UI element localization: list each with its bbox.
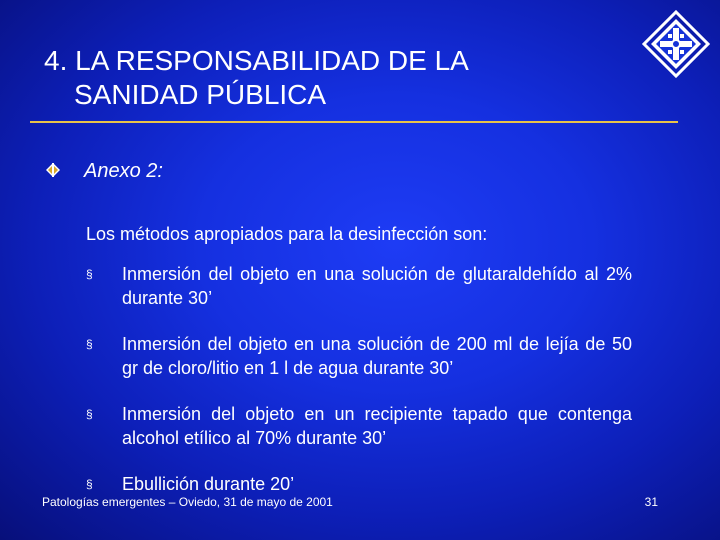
list-item-text: Ebullición durante 20’: [122, 474, 295, 494]
square-bullet-icon: §: [86, 267, 93, 281]
square-bullet-icon: §: [86, 407, 93, 421]
list-item-text: Inmersión del objeto en un recipiente tapado que contenga alcohol etílico al 70% durante 30’: [122, 404, 632, 448]
title-divider: [30, 121, 678, 123]
intro-text: Los métodos apropiados para la desinfección son:: [86, 224, 488, 244]
square-bullet-icon: §: [86, 337, 93, 351]
footer-text: Patologías emergentes – Oviedo, 31 de mayo de 2001: [42, 495, 333, 509]
list-item: [86, 262, 632, 310]
diamond-bullet-icon: [46, 163, 60, 177]
methods-list: [86, 262, 632, 518]
slide-title: [44, 44, 604, 112]
page-number: 31: [644, 495, 658, 509]
diamond-emblem-icon: [642, 10, 710, 78]
annex-heading: Anexo 2:: [84, 160, 163, 182]
list-item: [86, 472, 632, 496]
square-bullet-icon: §: [86, 477, 93, 491]
list-item: [86, 332, 632, 380]
slide-title-line2: SANIDAD PÚBLICA: [74, 79, 327, 110]
list-item: [86, 402, 632, 450]
list-item-text: Inmersión del objeto en una solución de glutaraldehído al 2% durante 30’: [122, 264, 632, 308]
slide-title-line1: 4. LA RESPONSABILIDAD DE LA: [44, 45, 469, 76]
list-item-text: Inmersión del objeto en una solución de 200 ml de lejía de 50 gr de cloro/litio en 1 l de agua durante 30’: [122, 334, 632, 378]
